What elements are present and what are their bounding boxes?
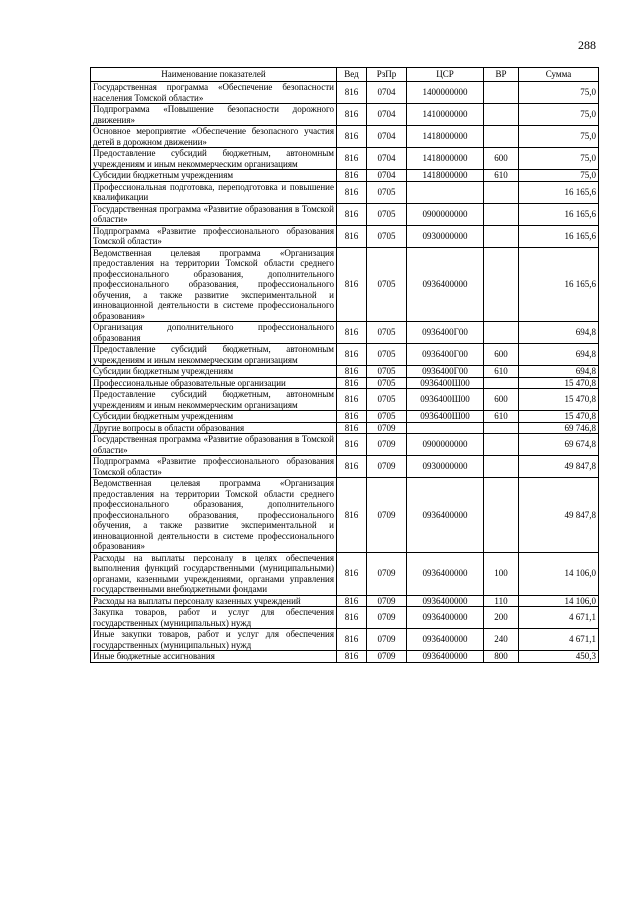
- row-sum: 75,0: [519, 82, 599, 104]
- row-ved: 816: [337, 552, 367, 595]
- row-sum: 16 165,6: [519, 203, 599, 225]
- row-ved: 816: [337, 247, 367, 322]
- table-row: [91, 478, 599, 553]
- row-name: Субсидии бюджетным учреждениям: [91, 411, 337, 423]
- row-name: Расходы на выплаты персоналу в целях обеспечения выполнения функций государственными (муниципальными) органами, казенными учреждениями, органами управления государственными внебюджетными фондами: [91, 552, 337, 595]
- row-name: Расходы на выплаты персоналу казенных учреждений: [91, 595, 337, 607]
- row-ved: 816: [337, 595, 367, 607]
- row-sum: 14 106,0: [519, 595, 599, 607]
- row-rzpr: 0705: [367, 225, 407, 247]
- row-name: Основное мероприятие «Обеспечение безопасного участия детей в дорожном движении»: [91, 126, 337, 148]
- table-row: [91, 411, 599, 423]
- row-rzpr: 0705: [367, 322, 407, 344]
- row-sum: 15 470,8: [519, 377, 599, 389]
- row-sum: 69 674,8: [519, 434, 599, 456]
- row-vr: [484, 422, 519, 434]
- row-rzpr: 0709: [367, 607, 407, 629]
- row-csr: 0936400000: [407, 629, 484, 651]
- row-name: Предоставление субсидий бюджетным, автономным учреждениям и иным некоммерческим организациям: [91, 389, 337, 411]
- table-row: [91, 247, 599, 322]
- table-row: [91, 651, 599, 663]
- row-vr: 600: [484, 148, 519, 170]
- table-row: [91, 456, 599, 478]
- row-rzpr: 0704: [367, 82, 407, 104]
- table-row: [91, 203, 599, 225]
- row-csr: 0936400000: [407, 595, 484, 607]
- row-rzpr: 0704: [367, 170, 407, 182]
- table-row: [91, 552, 599, 595]
- row-ved: 816: [337, 422, 367, 434]
- row-name: Ведомственная целевая программа «Организация предоставления на территории Томской области среднего профессионального образования, дополнительного профессионального образования, профессионального обучения, а также развитие экспериментальной и инновационной деятельности в системе профессионального образования»: [91, 478, 337, 553]
- row-vr: [484, 322, 519, 344]
- row-rzpr: 0705: [367, 366, 407, 378]
- row-ved: 816: [337, 456, 367, 478]
- row-sum: 4 671,1: [519, 629, 599, 651]
- row-sum: 75,0: [519, 170, 599, 182]
- row-name: Государственная программа «Обеспечение безопасности населения Томской области»: [91, 82, 337, 104]
- row-name: Подпрограмма «Развитие профессионального образования Томской области»: [91, 225, 337, 247]
- row-rzpr: 0705: [367, 203, 407, 225]
- row-sum: 75,0: [519, 126, 599, 148]
- row-name: Другие вопросы в области образования: [91, 422, 337, 434]
- row-csr: 1400000000: [407, 82, 484, 104]
- row-csr: 0936400Г00: [407, 344, 484, 366]
- header-rzpr: РзПр: [367, 68, 407, 82]
- row-sum: 694,8: [519, 366, 599, 378]
- row-ved: 816: [337, 651, 367, 663]
- row-vr: 240: [484, 629, 519, 651]
- row-name: Государственная программа «Развитие образования в Томской области»: [91, 434, 337, 456]
- row-name: Предоставление субсидий бюджетным, автономным учреждениям и иным некоммерческим организациям: [91, 344, 337, 366]
- table-body: [91, 82, 599, 663]
- row-ved: 816: [337, 203, 367, 225]
- row-name: Субсидии бюджетным учреждениям: [91, 366, 337, 378]
- row-rzpr: 0705: [367, 344, 407, 366]
- row-sum: 4 671,1: [519, 607, 599, 629]
- table-row: [91, 170, 599, 182]
- table-row: [91, 377, 599, 389]
- table-row: [91, 422, 599, 434]
- row-ved: 816: [337, 104, 367, 126]
- row-sum: 15 470,8: [519, 389, 599, 411]
- row-csr: 0936400000: [407, 247, 484, 322]
- row-ved: 816: [337, 181, 367, 203]
- row-csr: 0936400000: [407, 607, 484, 629]
- row-csr: 1418000000: [407, 170, 484, 182]
- row-ved: 816: [337, 366, 367, 378]
- row-name: Иные закупки товаров, работ и услуг для обеспечения государственных (муниципальных) нужд: [91, 629, 337, 651]
- row-csr: 1418000000: [407, 148, 484, 170]
- row-ved: 816: [337, 478, 367, 553]
- row-sum: 49 847,8: [519, 478, 599, 553]
- row-csr: 0936400000: [407, 651, 484, 663]
- row-rzpr: 0705: [367, 247, 407, 322]
- row-sum: 15 470,8: [519, 411, 599, 423]
- row-csr: 0936400Г00: [407, 366, 484, 378]
- table-row: [91, 434, 599, 456]
- row-name: Профессиональная подготовка, переподготовка и повышение квалификации: [91, 181, 337, 203]
- row-vr: [484, 82, 519, 104]
- row-ved: 816: [337, 225, 367, 247]
- row-name: Организация дополнительного профессионального образования: [91, 322, 337, 344]
- row-rzpr: 0709: [367, 552, 407, 595]
- row-vr: [484, 247, 519, 322]
- row-vr: [484, 456, 519, 478]
- page-number: 288: [578, 38, 596, 52]
- table-row: [91, 366, 599, 378]
- row-sum: 14 106,0: [519, 552, 599, 595]
- row-rzpr: 0709: [367, 478, 407, 553]
- row-sum: 450,3: [519, 651, 599, 663]
- header-sum: Сумма: [519, 68, 599, 82]
- row-vr: [484, 104, 519, 126]
- row-vr: 610: [484, 170, 519, 182]
- row-sum: 75,0: [519, 148, 599, 170]
- row-sum: 694,8: [519, 344, 599, 366]
- table-row: [91, 344, 599, 366]
- row-ved: 816: [337, 344, 367, 366]
- row-rzpr: 0704: [367, 126, 407, 148]
- row-rzpr: 0705: [367, 389, 407, 411]
- table-row: [91, 607, 599, 629]
- row-name: Ведомственная целевая программа «Организация предоставления на территории Томской области среднего профессионального образования, дополнительного профессионального образования, профессионального обучения, а также развитие экспериментальной и инновационной деятельности в системе профессионального образования»: [91, 247, 337, 322]
- row-rzpr: 0704: [367, 148, 407, 170]
- row-ved: 816: [337, 411, 367, 423]
- table-row: [91, 148, 599, 170]
- row-sum: 16 165,6: [519, 247, 599, 322]
- row-vr: 110: [484, 595, 519, 607]
- row-csr: 0930000000: [407, 225, 484, 247]
- table-header-row: [91, 68, 599, 82]
- row-name: Закупка товаров, работ и услуг для обеспечения государственных (муниципальных) нужд: [91, 607, 337, 629]
- row-vr: [484, 203, 519, 225]
- row-csr: 1410000000: [407, 104, 484, 126]
- row-rzpr: 0705: [367, 377, 407, 389]
- row-sum: 69 746,8: [519, 422, 599, 434]
- row-vr: [484, 126, 519, 148]
- row-vr: 610: [484, 411, 519, 423]
- row-vr: 600: [484, 389, 519, 411]
- row-vr: [484, 225, 519, 247]
- table-row: [91, 126, 599, 148]
- row-ved: 816: [337, 148, 367, 170]
- row-csr: 0936400Г00: [407, 322, 484, 344]
- table-row: [91, 104, 599, 126]
- row-ved: 816: [337, 629, 367, 651]
- table-row: [91, 322, 599, 344]
- row-sum: 75,0: [519, 104, 599, 126]
- row-sum: 16 165,6: [519, 181, 599, 203]
- row-sum: 16 165,6: [519, 225, 599, 247]
- row-vr: [484, 181, 519, 203]
- row-ved: 816: [337, 322, 367, 344]
- row-rzpr: 0705: [367, 411, 407, 423]
- row-ved: 816: [337, 389, 367, 411]
- row-csr: [407, 422, 484, 434]
- row-vr: 610: [484, 366, 519, 378]
- table-row: [91, 181, 599, 203]
- row-name: Подпрограмма «Развитие профессионального образования Томской области»: [91, 456, 337, 478]
- row-name: Профессиональные образовательные организации: [91, 377, 337, 389]
- row-csr: 0900000000: [407, 434, 484, 456]
- row-sum: 694,8: [519, 322, 599, 344]
- table-row: [91, 595, 599, 607]
- row-vr: 200: [484, 607, 519, 629]
- row-name: Предоставление субсидий бюджетным, автономным учреждениям и иным некоммерческим организациям: [91, 148, 337, 170]
- header-ved: Вед: [337, 68, 367, 82]
- row-csr: 0936400Ш00: [407, 377, 484, 389]
- row-rzpr: 0709: [367, 434, 407, 456]
- row-vr: 600: [484, 344, 519, 366]
- table-row: [91, 629, 599, 651]
- row-ved: 816: [337, 82, 367, 104]
- row-csr: 1418000000: [407, 126, 484, 148]
- row-sum: 49 847,8: [519, 456, 599, 478]
- header-vr: ВР: [484, 68, 519, 82]
- row-vr: [484, 434, 519, 456]
- row-csr: 0930000000: [407, 456, 484, 478]
- row-csr: [407, 181, 484, 203]
- row-name: Субсидии бюджетным учреждениям: [91, 170, 337, 182]
- row-ved: 816: [337, 607, 367, 629]
- row-csr: 0936400Ш00: [407, 389, 484, 411]
- row-rzpr: 0709: [367, 422, 407, 434]
- row-rzpr: 0709: [367, 651, 407, 663]
- row-ved: 816: [337, 434, 367, 456]
- row-vr: [484, 377, 519, 389]
- row-vr: [484, 478, 519, 553]
- row-csr: 0936400000: [407, 478, 484, 553]
- table-row: [91, 82, 599, 104]
- header-csr: ЦСР: [407, 68, 484, 82]
- row-name: Подпрограмма «Повышение безопасности дорожного движения»: [91, 104, 337, 126]
- row-rzpr: 0704: [367, 104, 407, 126]
- row-name: Иные бюджетные ассигнования: [91, 651, 337, 663]
- row-vr: 100: [484, 552, 519, 595]
- row-csr: 0936400Ш00: [407, 411, 484, 423]
- row-ved: 816: [337, 126, 367, 148]
- budget-table: [90, 67, 599, 663]
- header-name: Наименование показателей: [91, 68, 337, 82]
- row-ved: 816: [337, 377, 367, 389]
- row-rzpr: 0709: [367, 629, 407, 651]
- row-csr: 0936400000: [407, 552, 484, 595]
- row-vr: 800: [484, 651, 519, 663]
- row-csr: 0900000000: [407, 203, 484, 225]
- row-ved: 816: [337, 170, 367, 182]
- row-rzpr: 0709: [367, 456, 407, 478]
- table-row: [91, 389, 599, 411]
- row-rzpr: 0705: [367, 181, 407, 203]
- row-rzpr: 0709: [367, 595, 407, 607]
- table-row: [91, 225, 599, 247]
- row-name: Государственная программа «Развитие образования в Томской области»: [91, 203, 337, 225]
